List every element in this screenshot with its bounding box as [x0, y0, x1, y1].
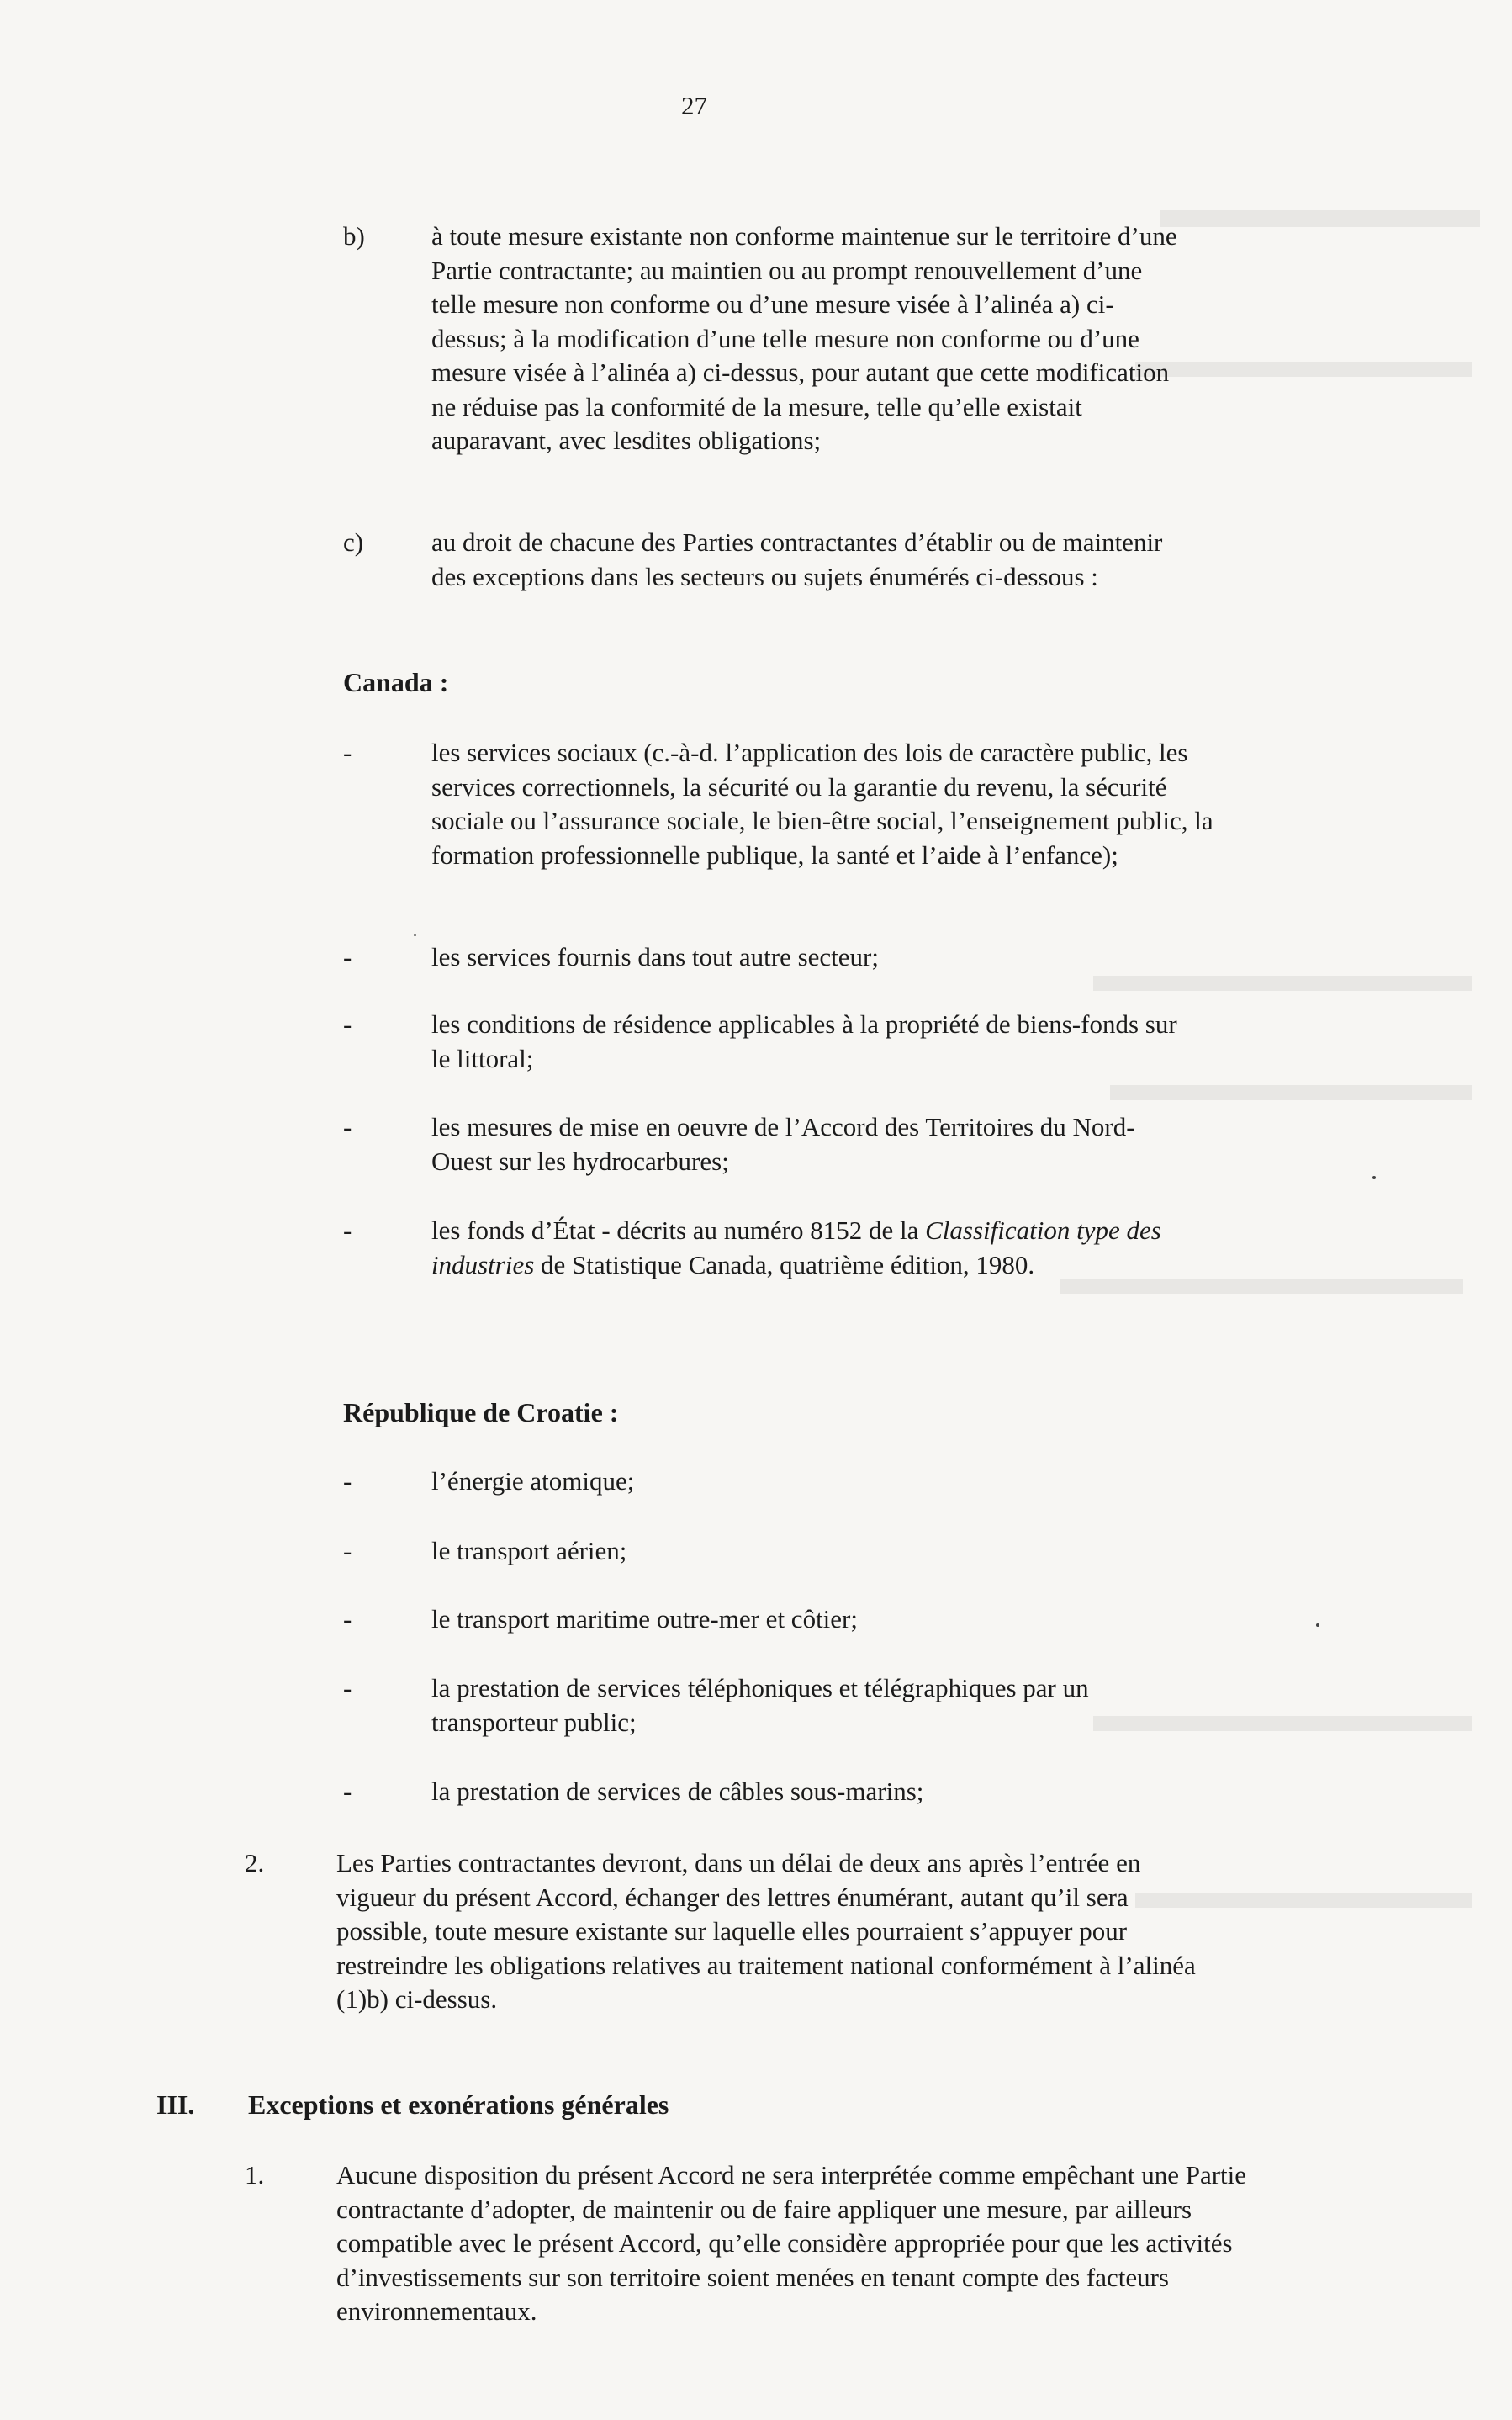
croatia-item-4: la prestation de services téléphoniques et télégraphiques par un transporteur public; [431, 1673, 1089, 1737]
section-title: Exceptions et exonérations générales [248, 2089, 669, 2120]
list-dash: - [343, 1673, 352, 1702]
paragraph-number-3-1: 1. [245, 2160, 265, 2190]
list-label-c: c) [343, 527, 364, 557]
canada-item-5 [431, 1214, 1188, 1282]
list-dash: - [343, 942, 352, 972]
canada-item-4: les mesures de mise en oeuvre de l’Accord des Territoires du Nord-Ouest sur les hydrocarbures; [431, 1112, 1135, 1176]
canada-item-2: les services fournis dans tout autre secteur; [431, 942, 879, 972]
list-dash: - [343, 1466, 352, 1496]
scan-speck [1316, 1623, 1319, 1627]
list-dash: - [343, 1777, 352, 1806]
page-number: 27 [681, 91, 707, 120]
canada-item-5-before: les fonds d’État - décrits au numéro 8152 de la [431, 1215, 926, 1245]
croatia-item-1: l’énergie atomique; [431, 1466, 635, 1496]
paragraph-3-1-text: Aucune disposition du présent Accord ne sera interprétée comme empêchant une Partie contractante d’adopter, de maintenir ou de faire appliquer une mesure, par ailleurs compatible avec le présent Accord, qu’elle considère appropriée pour que les activités d’investissements sur son territoire soient menées en tenant compte des facteurs environnementaux. [336, 2160, 1247, 2326]
paragraph-number-2: 2. [245, 1848, 265, 1877]
croatia-item-2: le transport aérien; [431, 1536, 627, 1565]
list-label-b: b) [343, 221, 365, 251]
section-number: III. [156, 2089, 195, 2120]
canada-heading: Canada : [343, 667, 449, 697]
list-dash: - [343, 738, 352, 767]
list-dash: - [343, 1009, 352, 1039]
croatia-item-5: la prestation de services de câbles sous-marins; [431, 1777, 924, 1806]
paragraph-2-text: Les Parties contractantes devront, dans un délai de deux ans après l’entrée en vigueur du présent Accord, échanger des lettres énumérant, autant qu’il sera possible, toute mesure existante sur laquelle elles pourraient s’appuyer pour restreindre les obligations relatives au traitement national conformément à l’alinéa (1)b) ci-dessus. [336, 1848, 1196, 2014]
canada-item-5-italic: Classification type des industries [431, 1215, 1161, 1279]
scan-speck [1372, 1176, 1376, 1179]
list-item-c-text: au droit de chacune des Parties contractantes d’établir ou de maintenir des exceptions dans les secteurs ou sujets énumérés ci-dessous : [431, 527, 1163, 591]
list-item-b-text: à toute mesure existante non conforme maintenue sur le territoire d’une Partie contractante; au maintien ou au prompt renouvellement d’une telle mesure non conforme ou d’une mesure visée à l’alinéa a) ci-dessus; à la modification d’une telle mesure non conforme ou d’une mesure visée à l’alinéa a) ci-dessus, pour autant que cette modification ne réduise pas la conformité de la mesure, telle qu’elle existait auparavant, avec lesdites obligations; [431, 221, 1177, 455]
croatia-heading: République de Croatie : [343, 1397, 619, 1427]
croatia-item-3: le transport maritime outre-mer et côtier; [431, 1604, 858, 1634]
list-dash: - [343, 1215, 352, 1245]
canada-item-1: les services sociaux (c.-à-d. l’application des lois de caractère public, les services correctionnels, la sécurité ou la garantie du revenu, la sécurité sociale ou l’assurance sociale, le bien-être social, l’enseignement public, la formation professionnelle publique, la santé et l’aide à l’enfance); [431, 738, 1213, 870]
scan-speck [414, 934, 416, 936]
list-dash: - [343, 1604, 352, 1634]
canada-item-5-after: de Statistique Canada, quatrième édition, 1980. [534, 1249, 1035, 1279]
canada-item-3: les conditions de résidence applicables à la propriété de biens-fonds sur le littoral; [431, 1009, 1177, 1073]
list-dash: - [343, 1112, 352, 1141]
list-dash: - [343, 1536, 352, 1565]
